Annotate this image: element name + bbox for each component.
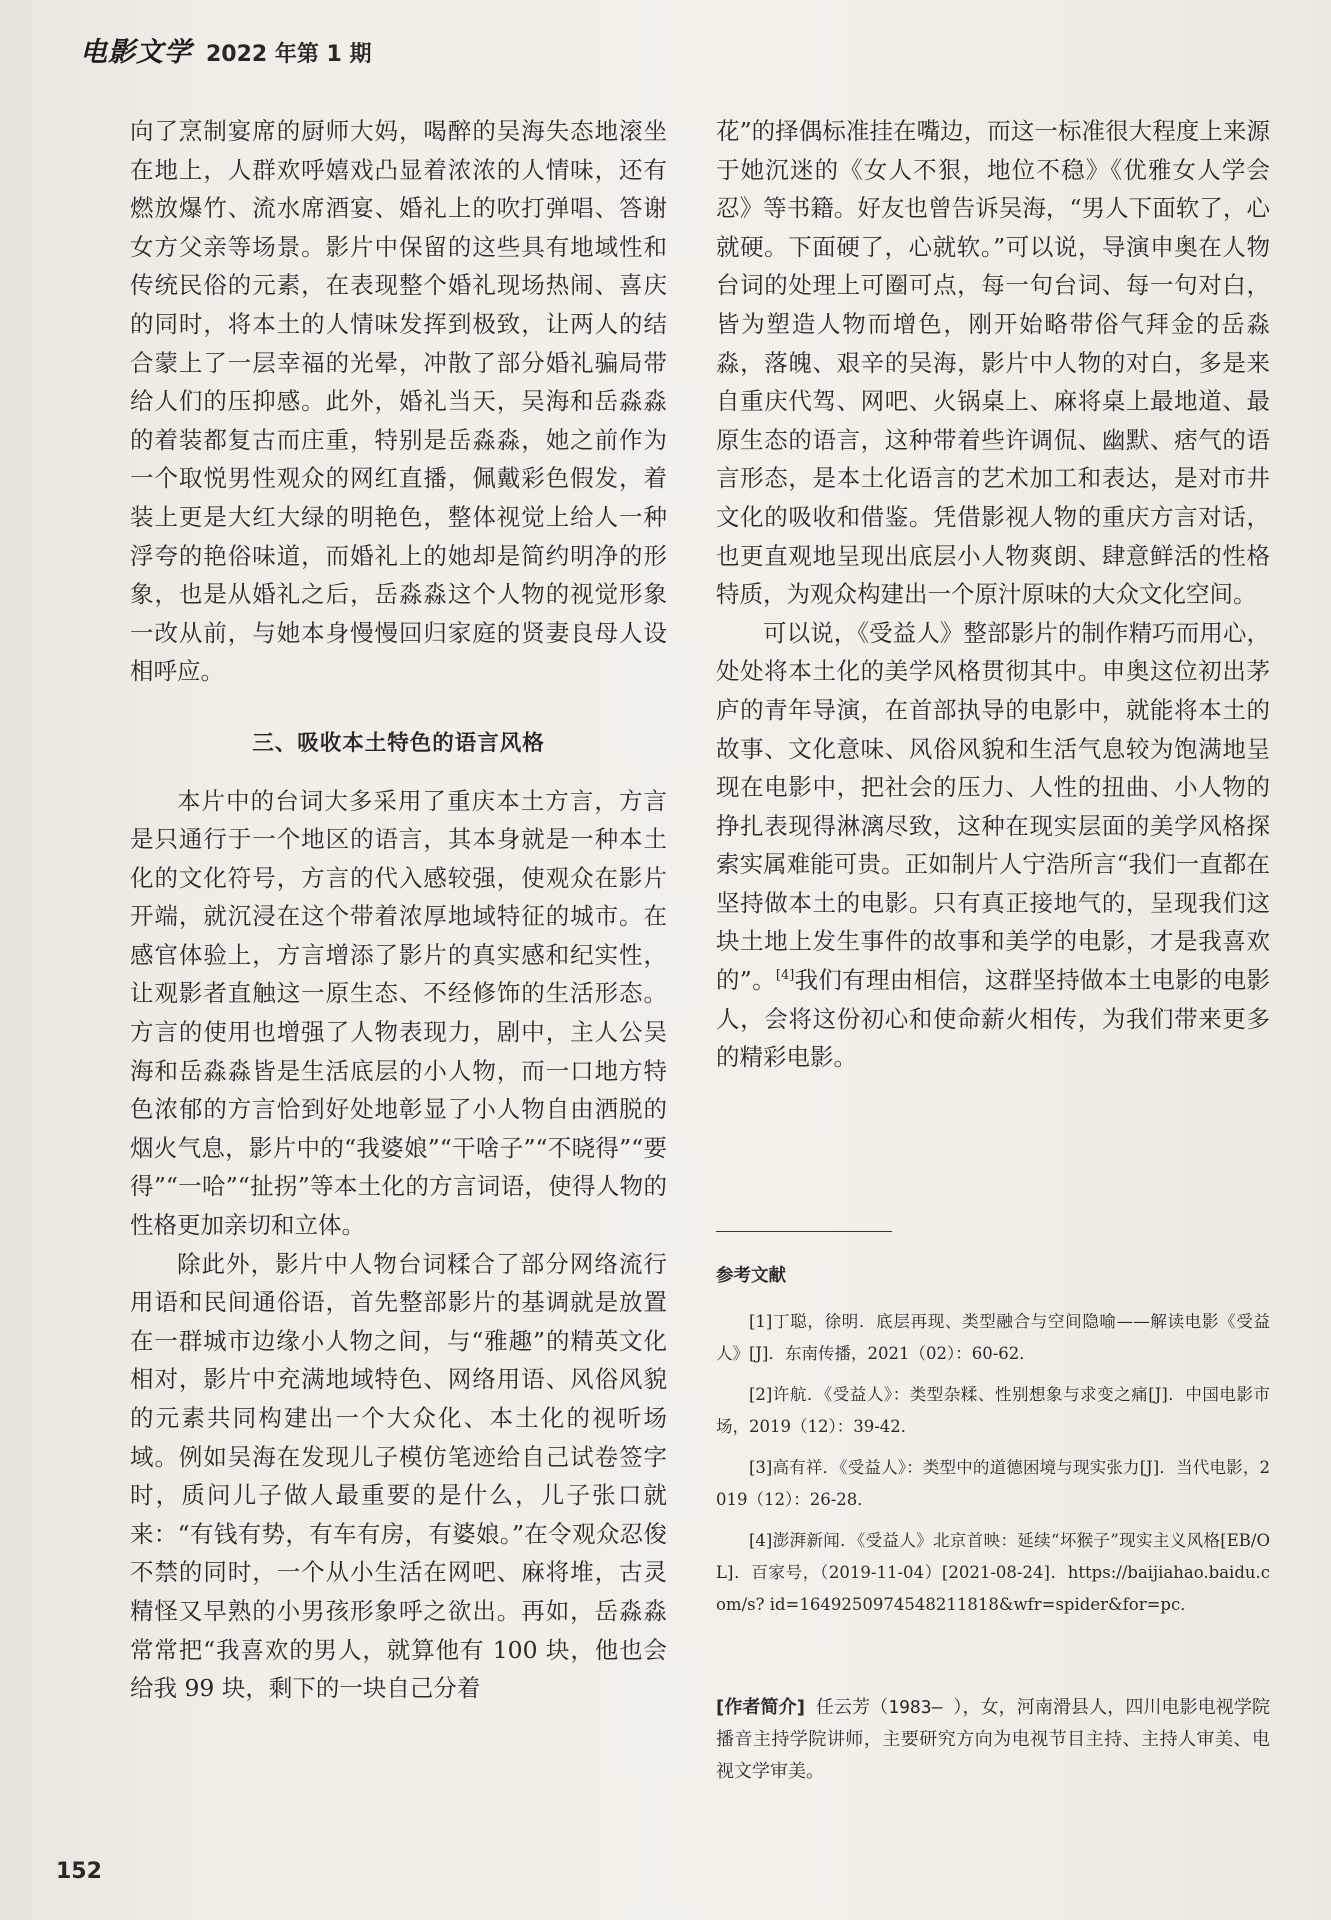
body-paragraph: [716, 614, 1270, 1077]
journal-title: 电影文学: [80, 37, 192, 68]
reference-item: [4]澎湃新闻．《受益人》北京首映：延续“坏猴子”现实主义风格[EB/OL]．百家号，（2019-11-04）[2021-08-24]．https://baijiahao.baidu.com/s? id=1649250974548211818&wfr=spider&for=pc．: [716, 1531, 1270, 1614]
author-bio: [716, 1692, 1270, 1788]
page-number: 152: [56, 1859, 102, 1884]
references-title: 参考文献: [716, 1266, 786, 1286]
references-section: [716, 1260, 1270, 1630]
issue-label: 2022 年第 1 期: [206, 42, 372, 67]
author-bio-text: 任云芳（1983— ），女，河南滑县人，四川电影电视学院播音主持学院讲师，主要研究方向为电视节目主持、主持人审美、电视文学审美。: [716, 1697, 1270, 1782]
paragraph-text: 我们有理由相信，这群坚持做本土电影的电影人，会将这份初心和使命薪火相传，为我们带来更多的精彩电影。: [716, 966, 1271, 1072]
body-paragraph: 本片中的台词大多采用了重庆本土方言，方言是只通行于一个地区的语言，其本身就是一种本土化的文化符号，方言的代入感较强，使观众在影片开端，就沉浸在这个带着浓厚地域特征的城市。在感官体验上，方言增添了影片的真实感和纪实性，让观影者直触这一原生态、不经修饰的生活形态。方言的使用也增强了人物表现力，剧中，主人公吴海和岳淼淼皆是生活底层的小人物，而一口地方特色浓郁的方言恰到好处地彰显了小人物自由洒脱的烟火气息，影片中的“我婆娘”“干啥子”“不晓得”“要得”“一哈”“扯拐”等本土化的方言词语，使得人物的性格更加亲切和立体。: [130, 786, 667, 1240]
left-column: [130, 112, 667, 1708]
citation-marker: [4]: [775, 968, 795, 984]
page-header: [80, 30, 372, 70]
reference-item: [3]高有祥．《受益人》：类型中的道德困境与现实张力[J]．当代电影，2019（12）：26-28．: [716, 1458, 1270, 1509]
reference-item: [1]丁聪，徐明．底层再现、类型融合与空间隐喻——解读电影《受益人》[J]．东南传播，2021（02）：60-62．: [716, 1312, 1270, 1363]
reference-item: [2]许航．《受益人》：类型杂糅、性别想象与求变之痛[J]．中国电影市场，2019（12）：39-42．: [716, 1385, 1270, 1436]
section-heading: 三、吸收本土特色的语言风格: [252, 730, 545, 756]
body-paragraph: 花”的择偶标准挂在嘴边，而这一标准很大程度上来源于她沉迷的《女人不狠，地位不稳》《优雅女人学会忍》等书籍。好友也曾告诉吴海，“男人下面软了，心就硬。下面硬了，心就软。”可以说，导演申奥在人物台词的处理上可圈可点，每一句台词、每一句对白，皆为塑造人物而增色，刚开始略带俗气拜金的岳淼淼，落魄、艰辛的吴海，影片中人物的对白，多是来自重庆代驾、网吧、火锅桌上、麻将桌上最地道、最原生态的语言，这种带着些许调侃、幽默、痞气的语言形态，是本土化语言的艺术加工和表达，是对市井文化的吸收和借鉴。凭借影视人物的重庆方言对话，也更直观地呈现出底层小人物爽朗、肆意鲜活的性格特质，为观众构建出一个原汁原味的大众文化空间。: [716, 117, 1270, 609]
author-bio-label: [作者简介]: [716, 1697, 805, 1718]
paragraph-text: 可以说，《受益人》整部影片的制作精巧而用心，处处将本土化的美学风格贯彻其中。申奥这位初出茅庐的青年导演，在首部执导的电影中，就能将本土的故事、文化意味、风俗风貌和生活气息较为饱满地呈现在电影中，把社会的压力、人性的扭曲、小人物的挣扎表现得淋漓尽致，这种在现实层面的美学风格探索实属难能可贵。正如制片人宁浩所言“我们一直都在坚持做本土的电影。只有真正接地气的，呈现我们这块土地上发生事件的故事和美学的电影，才是我喜欢的”。: [716, 618, 1270, 995]
body-paragraph: 向了烹制宴席的厨师大妈，喝醉的吴海失态地滚坐在地上，人群欢呼嬉戏凸显着浓浓的人情味，还有燃放爆竹、流水席酒宴、婚礼上的吹打弹唱、答谢女方父亲等场景。影片中保留的这些具有地域性和传统民俗的元素，在表现整个婚礼现场热闹、喜庆的同时，将本土的人情味发挥到极致，让两人的结合蒙上了一层幸福的光晕，冲散了部分婚礼骗局带给人们的压抑感。此外，婚礼当天，吴海和岳淼淼的着装都复古而庄重，特别是岳淼淼，她之前作为一个取悦男性观众的网红直播，佩戴彩色假发，着装上更是大红大绿的明艳色，整体视觉上给人一种浮夸的艳俗味道，而婚礼上的她却是简约明净的形象，也是从婚礼之后，岳淼淼这个人物的视觉形象一改从前，与她本身慢慢回归家庭的贤妻良母人设相呼应。: [130, 117, 667, 686]
right-column: [716, 112, 1270, 1077]
footnote-divider: [716, 1231, 892, 1232]
body-paragraph: 除此外，影片中人物台词糅合了部分网络流行用语和民间通俗语，首先整部影片的基调就是放置在一群城市边缘小人物之间，与“雅趣”的精英文化相对，影片中充满地域特色、网络用语、风俗风貌的元素共同构建出一个大众化、本土化的视听场域。例如吴海在发现儿子模仿笔迹给自己试卷签字时，质问儿子做人最重要的是什么，儿子张口就来：“有钱有势，有车有房，有婆娘。”在令观众忍俊不禁的同时，一个从小生活在网吧、麻将堆，古灵精怪又早熟的小男孩形象呼之欲出。再如，岳淼淼常常把“我喜欢的男人，就算他有 100 块，他也会给我 99 块，剩下的一块自己分着: [130, 1249, 667, 1703]
